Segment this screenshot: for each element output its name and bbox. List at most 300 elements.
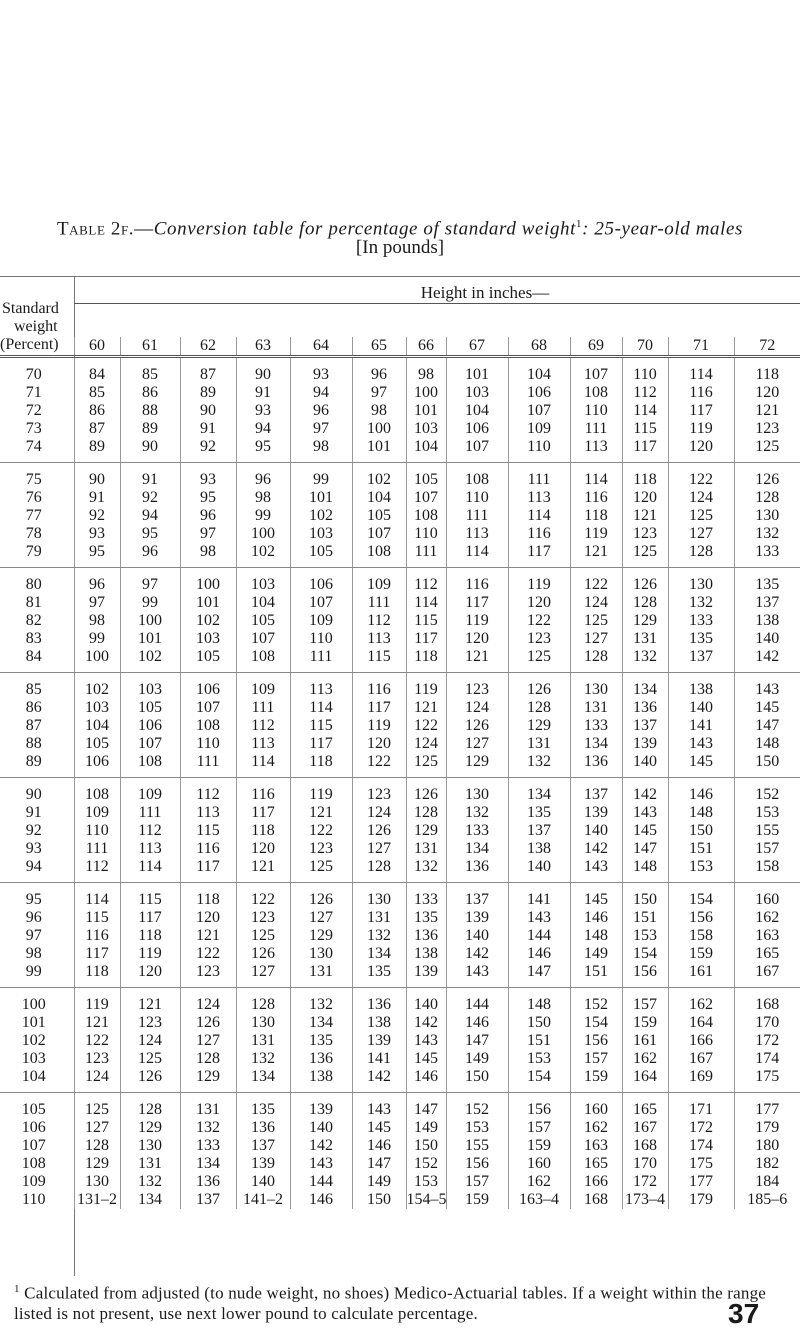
- weight-cell: 163: [570, 1137, 622, 1155]
- weight-cell: 103: [74, 699, 120, 717]
- weight-cell: 155: [446, 1137, 508, 1155]
- weight-cell: 112: [236, 717, 290, 735]
- weight-cell: 118: [406, 648, 446, 666]
- weight-cell: 140: [570, 822, 622, 840]
- weight-cell: 102: [352, 463, 406, 490]
- weight-cell: 117: [508, 543, 570, 561]
- weight-cell: 159: [668, 945, 734, 963]
- height-header-row: [0, 337, 800, 357]
- weight-cell: 121: [74, 1014, 120, 1032]
- weight-cell: 98: [180, 543, 236, 561]
- title-dash: —: [134, 218, 154, 240]
- weight-cell: 111: [180, 753, 236, 771]
- weight-cell: 140: [622, 753, 668, 771]
- weight-cell: 127: [74, 1119, 120, 1137]
- weight-cell: 118: [180, 883, 236, 910]
- weight-cell: 130: [734, 507, 800, 525]
- weight-cell: 117: [74, 945, 120, 963]
- standard-percent-cell: 98: [25, 945, 42, 962]
- weight-cell: 111: [508, 463, 570, 490]
- weight-cell: 113: [570, 438, 622, 456]
- weight-cell: 115: [120, 883, 180, 910]
- weight-cell: 143: [734, 673, 800, 700]
- weight-cell: 110: [446, 489, 508, 507]
- weight-cell: 109: [508, 420, 570, 438]
- weight-cell: 126: [352, 822, 406, 840]
- weight-cell: 136: [236, 1119, 290, 1137]
- weight-cell: 128: [668, 543, 734, 561]
- weight-cell: 116: [668, 384, 734, 402]
- weight-cell: 131: [180, 1093, 236, 1120]
- weight-cell: 117: [622, 438, 668, 456]
- weight-cell: 138: [508, 840, 570, 858]
- weight-cell: 145: [570, 883, 622, 910]
- weight-cell: 167: [622, 1119, 668, 1137]
- standard-percent-cell: 92: [25, 822, 42, 839]
- table-row: [0, 463, 800, 490]
- weight-cell: 97: [352, 384, 406, 402]
- weight-cell: 117: [180, 858, 236, 876]
- weight-cell: 154: [668, 883, 734, 910]
- weight-cell: 159: [508, 1137, 570, 1155]
- weight-cell: 128: [622, 594, 668, 612]
- weight-cell: 140: [734, 630, 800, 648]
- weight-cell: 120: [352, 735, 406, 753]
- weight-cell: 125: [622, 543, 668, 561]
- weight-cell: 117: [446, 594, 508, 612]
- weight-cell: 158: [668, 927, 734, 945]
- weight-cell: 117: [236, 804, 290, 822]
- weight-cell: 103: [120, 673, 180, 700]
- weight-cell: 153: [734, 804, 800, 822]
- weight-cell: 100: [352, 420, 406, 438]
- weight-cell: 172: [668, 1119, 734, 1137]
- weight-cell: 161: [668, 963, 734, 981]
- weight-cell: 132: [180, 1119, 236, 1137]
- weight-cell: 117: [668, 402, 734, 420]
- weight-cell: 112: [180, 778, 236, 805]
- weight-cell: 135: [668, 630, 734, 648]
- weight-cell: 133: [734, 543, 800, 561]
- standard-percent-cell: 95: [25, 891, 42, 908]
- weight-cell: 113: [180, 804, 236, 822]
- weight-cell: 154: [508, 1068, 570, 1086]
- table-row: [0, 735, 800, 753]
- weight-cell: 107: [406, 489, 446, 507]
- standard-percent-cell: 85: [25, 681, 42, 698]
- weight-cell: 110: [290, 630, 352, 648]
- weight-cell: 101: [446, 357, 508, 385]
- weight-cell: 117: [406, 630, 446, 648]
- weight-cell: 101: [180, 594, 236, 612]
- weight-cell: 107: [508, 402, 570, 420]
- weight-cell: 105: [290, 543, 352, 561]
- standard-percent-cell: 105: [21, 1101, 46, 1118]
- weight-cell: 117: [120, 909, 180, 927]
- weight-cell: 97: [180, 525, 236, 543]
- weight-cell: 110: [570, 402, 622, 420]
- weight-cell: 140: [668, 699, 734, 717]
- weight-cell: 116: [180, 840, 236, 858]
- weight-cell: 123: [290, 840, 352, 858]
- weight-cell: 156: [668, 909, 734, 927]
- weight-cell: 123: [180, 963, 236, 981]
- weight-cell: 102: [290, 507, 352, 525]
- weight-cell: 132: [622, 648, 668, 666]
- weight-cell: 96: [352, 357, 406, 385]
- table-row: [0, 778, 800, 805]
- weight-cell: 132: [352, 927, 406, 945]
- weight-cell: 97: [74, 594, 120, 612]
- weight-cell: 143: [290, 1155, 352, 1173]
- weight-cell: 157: [508, 1119, 570, 1137]
- weight-cell: 135: [290, 1032, 352, 1050]
- weight-cell: 111: [236, 699, 290, 717]
- weight-cell: 142: [570, 840, 622, 858]
- weight-cell: 127: [570, 630, 622, 648]
- weight-cell: 137: [446, 883, 508, 910]
- weight-cell: 124: [74, 1068, 120, 1086]
- weight-cell: 106: [508, 384, 570, 402]
- weight-cell: 141: [352, 1050, 406, 1068]
- standard-percent-cell: 90: [25, 786, 42, 803]
- weight-cell: 140: [290, 1119, 352, 1137]
- weight-cell: 118: [290, 753, 352, 771]
- weight-cell: 113: [236, 735, 290, 753]
- weight-cell: 129: [622, 612, 668, 630]
- weight-cell: 134: [290, 1014, 352, 1032]
- weight-cell: 153: [622, 927, 668, 945]
- weight-cell: 105: [352, 507, 406, 525]
- weight-cell: 91: [180, 420, 236, 438]
- weight-cell: 173–4: [622, 1191, 668, 1209]
- weight-cell: 158: [734, 858, 800, 876]
- weight-cell: 99: [120, 594, 180, 612]
- weight-cell: 126: [508, 673, 570, 700]
- weight-cell: 136: [622, 699, 668, 717]
- weight-cell: 115: [352, 648, 406, 666]
- weight-cell: 132: [290, 988, 352, 1015]
- weight-cell: 150: [508, 1014, 570, 1032]
- table-row: [0, 402, 800, 420]
- weight-cell: 129: [74, 1155, 120, 1173]
- weight-cell: 156: [446, 1155, 508, 1173]
- standard-percent-cell: 79: [25, 543, 42, 560]
- weight-cell: 134: [622, 673, 668, 700]
- weight-cell: 135: [352, 963, 406, 981]
- weight-cell: 110: [622, 357, 668, 385]
- weight-cell: 93: [74, 525, 120, 543]
- weight-cell: 92: [74, 507, 120, 525]
- weight-cell: 99: [74, 630, 120, 648]
- weight-cell: 133: [406, 883, 446, 910]
- weight-cell: 105: [236, 612, 290, 630]
- weight-cell: 139: [236, 1155, 290, 1173]
- table-row: [0, 717, 800, 735]
- weight-cell: 125: [236, 927, 290, 945]
- weight-cell: 122: [352, 753, 406, 771]
- weight-cell: 114: [290, 699, 352, 717]
- weight-cell: 166: [570, 1173, 622, 1191]
- weight-cell: 123: [120, 1014, 180, 1032]
- weight-cell: 141: [668, 717, 734, 735]
- weight-cell: 92: [180, 438, 236, 456]
- weight-cell: 108: [180, 717, 236, 735]
- weight-cell: 126: [290, 883, 352, 910]
- height-header-69: 69: [570, 337, 622, 357]
- weight-cell: 168: [622, 1137, 668, 1155]
- weight-cell: 147: [622, 840, 668, 858]
- height-header-62: 62: [180, 337, 236, 357]
- table-row: [0, 543, 800, 561]
- weight-cell: 86: [74, 402, 120, 420]
- height-header-70: 70: [622, 337, 668, 357]
- weight-cell: 166: [668, 1032, 734, 1050]
- weight-cell: 160: [570, 1093, 622, 1120]
- footnote-marker: 1: [14, 1283, 20, 1295]
- weight-cell: 111: [74, 840, 120, 858]
- weight-cell: 119: [570, 525, 622, 543]
- weight-cell: 114: [406, 594, 446, 612]
- table-row: [0, 1093, 800, 1120]
- weight-cell: 101: [120, 630, 180, 648]
- weight-cell: 137: [180, 1191, 236, 1209]
- weight-cell: 154: [570, 1014, 622, 1032]
- standard-percent-cell: 77: [25, 507, 42, 524]
- table-row: [0, 858, 800, 876]
- weight-cell: 108: [570, 384, 622, 402]
- weight-cell: 100: [236, 525, 290, 543]
- weight-cell: 113: [508, 489, 570, 507]
- weight-cell: 156: [508, 1093, 570, 1120]
- standard-percent-cell: 91: [25, 804, 42, 821]
- weight-cell: 117: [290, 735, 352, 753]
- weight-cell: 90: [180, 402, 236, 420]
- table-title-text: Conversion table for percentage of standard weight: [153, 218, 577, 240]
- weight-cell: 120: [668, 438, 734, 456]
- weight-cell: 134: [508, 778, 570, 805]
- weight-cell: 180: [734, 1137, 800, 1155]
- standard-percent-cell: 80: [25, 576, 42, 593]
- weight-cell: 112: [406, 568, 446, 595]
- weight-cell: 98: [406, 357, 446, 385]
- weight-cell: 126: [446, 717, 508, 735]
- weight-cell: 116: [508, 525, 570, 543]
- weight-cell: 143: [570, 858, 622, 876]
- weight-cell: 128: [74, 1137, 120, 1155]
- weight-cell: 124: [120, 1032, 180, 1050]
- weight-cell: 119: [290, 778, 352, 805]
- weight-cell: 125: [668, 507, 734, 525]
- table-row: [0, 822, 800, 840]
- weight-cell: 146: [406, 1068, 446, 1086]
- weight-cell: 84: [74, 357, 120, 385]
- weight-cell: 133: [180, 1137, 236, 1155]
- weight-cell: 108: [120, 753, 180, 771]
- height-header-65: 65: [352, 337, 406, 357]
- standard-percent-cell: 109: [21, 1173, 46, 1190]
- standard-percent-cell: 81: [25, 594, 42, 611]
- weight-cell: 156: [622, 963, 668, 981]
- weight-cell: 147: [352, 1155, 406, 1173]
- weight-cell: 151: [570, 963, 622, 981]
- weight-cell: 160: [734, 883, 800, 910]
- weight-cell: 126: [734, 463, 800, 490]
- weight-cell: 151: [622, 909, 668, 927]
- weight-cell: 147: [406, 1093, 446, 1120]
- weight-cell: 112: [120, 822, 180, 840]
- weight-cell: 128: [120, 1093, 180, 1120]
- weight-cell: 123: [74, 1050, 120, 1068]
- weight-cell: 123: [622, 525, 668, 543]
- weight-cell: 95: [236, 438, 290, 456]
- weight-cell: 182: [734, 1155, 800, 1173]
- weight-cell: 103: [236, 568, 290, 595]
- table-row: [0, 507, 800, 525]
- standard-percent-cell: 108: [21, 1155, 46, 1172]
- weight-cell: 124: [406, 735, 446, 753]
- weight-cell: 119: [446, 612, 508, 630]
- table-label: Table 2f.: [56, 218, 135, 240]
- weight-cell: 165: [570, 1155, 622, 1173]
- weight-cell: 118: [236, 822, 290, 840]
- weight-cell: 130: [290, 945, 352, 963]
- weight-cell: 162: [668, 988, 734, 1015]
- weight-cell: 148: [734, 735, 800, 753]
- weight-cell: 132: [446, 804, 508, 822]
- top-rule: [0, 276, 800, 277]
- weight-cell: 106: [180, 673, 236, 700]
- weight-cell: 146: [290, 1191, 352, 1209]
- weight-cell: 130: [668, 568, 734, 595]
- weight-cell: 123: [508, 630, 570, 648]
- weight-cell: 108: [406, 507, 446, 525]
- weight-cell: 120: [180, 909, 236, 927]
- weight-cell: 132: [668, 594, 734, 612]
- weight-cell: 140: [508, 858, 570, 876]
- weight-cell: 118: [570, 507, 622, 525]
- weight-cell: 135: [734, 568, 800, 595]
- height-header-66: 66: [406, 337, 446, 357]
- weight-cell: 137: [622, 717, 668, 735]
- footnote-text: Calculated from adjusted (to nude weight, no shoes) Medico-Actuarial tables. If a weight within the range listed is not present, use next lower pound to calculate percentage.: [14, 1283, 767, 1323]
- weight-cell: 99: [236, 507, 290, 525]
- table-row: [0, 1173, 800, 1191]
- table-row: [0, 927, 800, 945]
- weight-cell: 162: [622, 1050, 668, 1068]
- weight-cell: 148: [508, 988, 570, 1015]
- weight-cell: 146: [668, 778, 734, 805]
- weight-cell: 130: [74, 1173, 120, 1191]
- standard-percent-cell: 76: [25, 489, 42, 506]
- weight-cell: 128: [508, 699, 570, 717]
- weight-cell: 159: [446, 1191, 508, 1209]
- weight-cell: 149: [446, 1050, 508, 1068]
- weight-cell: 139: [570, 804, 622, 822]
- standard-percent-cell: 73: [25, 420, 42, 437]
- weight-cell: 96: [180, 507, 236, 525]
- weight-cell: 128: [734, 489, 800, 507]
- table-row: [0, 1050, 800, 1068]
- weight-cell: 120: [120, 963, 180, 981]
- weight-cell: 131: [508, 735, 570, 753]
- standard-percent-cell: 71: [25, 384, 42, 401]
- weight-cell: 145: [352, 1119, 406, 1137]
- height-header-71: 71: [668, 337, 734, 357]
- weight-cell: 153: [668, 858, 734, 876]
- weight-cell: 145: [406, 1050, 446, 1068]
- weight-cell: 175: [734, 1068, 800, 1086]
- weight-cell: 133: [668, 612, 734, 630]
- table-row: [0, 1032, 800, 1050]
- height-header-68: 68: [508, 337, 570, 357]
- weight-cell: 179: [734, 1119, 800, 1137]
- weight-cell: 124: [180, 988, 236, 1015]
- weight-cell: 134: [180, 1155, 236, 1173]
- weight-cell: 127: [352, 840, 406, 858]
- weight-cell: 97: [290, 420, 352, 438]
- weight-cell: 140: [406, 988, 446, 1015]
- weight-cell: 129: [406, 822, 446, 840]
- weight-cell: 130: [120, 1137, 180, 1155]
- weight-cell: 146: [570, 909, 622, 927]
- weight-cell: 130: [352, 883, 406, 910]
- weight-cell: 134: [352, 945, 406, 963]
- weight-cell: 143: [406, 1032, 446, 1050]
- standard-percent-cell: 99: [25, 963, 42, 980]
- weight-cell: 110: [180, 735, 236, 753]
- weight-cell: 85: [74, 384, 120, 402]
- weight-cell: 87: [74, 420, 120, 438]
- table-row: [0, 357, 800, 385]
- table-row: [0, 1119, 800, 1137]
- weight-cell: 104: [406, 438, 446, 456]
- weight-cell: 122: [236, 883, 290, 910]
- weight-cell: 113: [446, 525, 508, 543]
- weight-cell: 132: [508, 753, 570, 771]
- weight-cell: 143: [352, 1093, 406, 1120]
- weight-cell: 94: [120, 507, 180, 525]
- weight-cell: 134: [236, 1068, 290, 1086]
- weight-cell: 106: [120, 717, 180, 735]
- table-row: [0, 438, 800, 456]
- weight-cell: 141–2: [236, 1191, 290, 1209]
- weight-cell: 148: [570, 927, 622, 945]
- height-header-72: 72: [734, 337, 800, 357]
- weight-cell: 121: [236, 858, 290, 876]
- table-row: [0, 420, 800, 438]
- weight-cell: 90: [120, 438, 180, 456]
- weight-cell: 185–6: [734, 1191, 800, 1209]
- weight-cell: 114: [570, 463, 622, 490]
- weight-cell: 115: [622, 420, 668, 438]
- weight-cell: 168: [734, 988, 800, 1015]
- weight-cell: 110: [406, 525, 446, 543]
- weight-cell: 134: [120, 1191, 180, 1209]
- weight-cell: 86: [120, 384, 180, 402]
- table-row: [0, 963, 800, 981]
- weight-cell: 123: [446, 673, 508, 700]
- weight-cell: 126: [406, 778, 446, 805]
- height-header-63: 63: [236, 337, 290, 357]
- weight-cell: 111: [352, 594, 406, 612]
- weight-cell: 137: [570, 778, 622, 805]
- standard-percent-cell: 88: [25, 735, 42, 752]
- weight-cell: 168: [570, 1191, 622, 1209]
- weight-cell: 99: [290, 463, 352, 490]
- weight-cell: 118: [74, 963, 120, 981]
- weight-cell: 140: [236, 1173, 290, 1191]
